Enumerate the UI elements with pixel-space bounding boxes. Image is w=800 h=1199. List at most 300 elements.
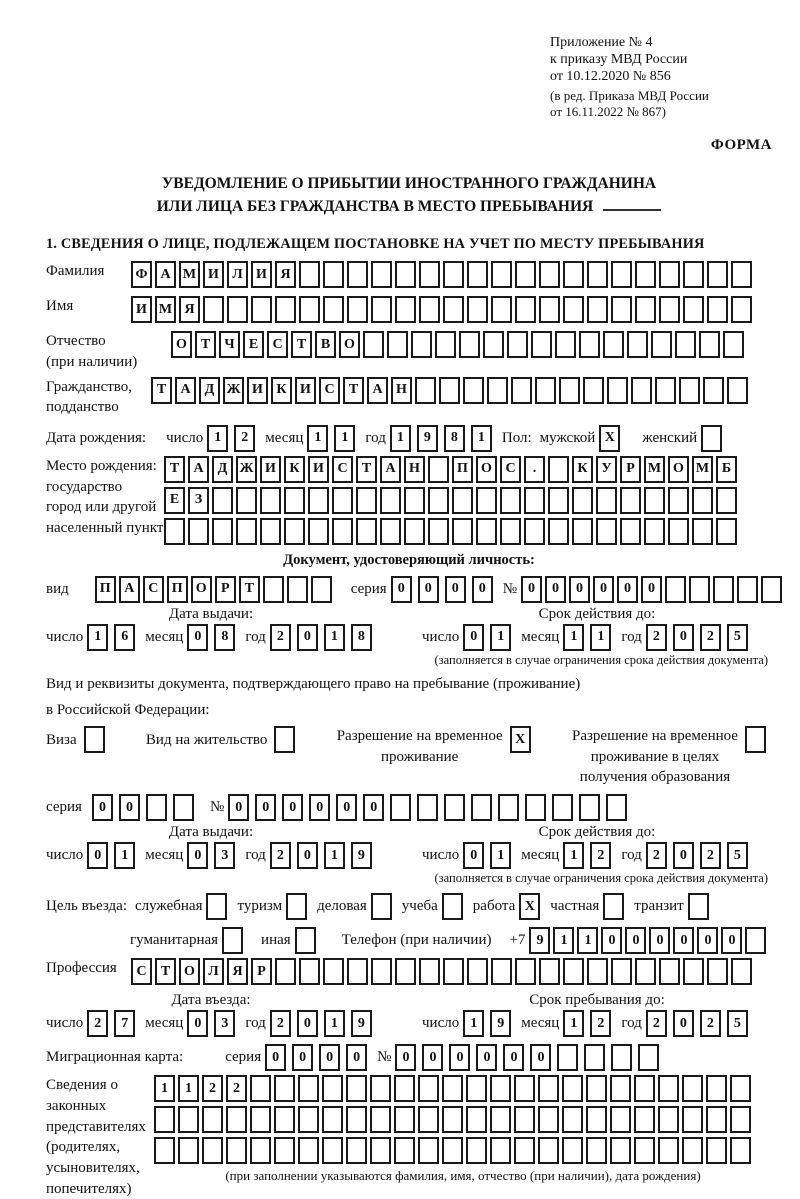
- birth-place-cell[interactable]: [164, 518, 185, 545]
- stay-until-cell[interactable]: 0: [673, 1010, 694, 1037]
- surname-cell[interactable]: [323, 261, 344, 288]
- permit-series-cell[interactable]: [173, 794, 194, 821]
- patronymic-cell[interactable]: [699, 331, 720, 358]
- phone-cell[interactable]: 1: [553, 927, 574, 954]
- birth-year-cell[interactable]: 1: [390, 425, 411, 452]
- checkbox-gender-female[interactable]: [701, 425, 722, 452]
- birth-place-cell[interactable]: О: [476, 456, 497, 483]
- profession-cell[interactable]: [611, 958, 632, 985]
- checkbox-gender-male[interactable]: X: [599, 425, 620, 452]
- birth-place-cell[interactable]: С: [500, 456, 521, 483]
- stay-until-cell[interactable]: 5: [727, 1010, 748, 1037]
- given-name-cell[interactable]: [443, 296, 464, 323]
- doc-expiry-cell[interactable]: 1: [590, 624, 611, 651]
- birth-place-cell[interactable]: У: [596, 456, 617, 483]
- migration-card-series-cell[interactable]: 0: [292, 1044, 313, 1071]
- entry-date-cell[interactable]: 7: [114, 1010, 135, 1037]
- doc-number-cell[interactable]: [713, 576, 734, 603]
- profession-cell[interactable]: [443, 958, 464, 985]
- patronymic-cell[interactable]: [459, 331, 480, 358]
- legal-representatives-cell[interactable]: [490, 1106, 511, 1133]
- profession-cell[interactable]: [659, 958, 680, 985]
- birth-day-cell[interactable]: 1: [207, 425, 228, 452]
- birth-place-cell[interactable]: К: [572, 456, 593, 483]
- permit-number-cell[interactable]: [552, 794, 573, 821]
- birth-place-cell[interactable]: [284, 518, 305, 545]
- stay-until-cell[interactable]: 1: [463, 1010, 484, 1037]
- patronymic-cell[interactable]: [483, 331, 504, 358]
- legal-representatives-cell[interactable]: [538, 1137, 559, 1164]
- legal-representatives-cell[interactable]: [370, 1106, 391, 1133]
- doc-number-cell[interactable]: 0: [617, 576, 638, 603]
- checkbox-purpose-humanitarian[interactable]: [222, 927, 243, 954]
- given-name-cell[interactable]: [395, 296, 416, 323]
- permit-expiry-cell[interactable]: 1: [563, 842, 584, 869]
- patronymic-cell[interactable]: Т: [291, 331, 312, 358]
- checkbox-purpose-transit[interactable]: [688, 893, 709, 920]
- birth-month-cell[interactable]: 1: [334, 425, 355, 452]
- birth-place-cell[interactable]: [212, 487, 233, 514]
- permit-expiry-cell[interactable]: 2: [700, 842, 721, 869]
- citizenship-cell[interactable]: Ж: [223, 377, 244, 404]
- given-name-cell[interactable]: [539, 296, 560, 323]
- birth-place-cell[interactable]: [332, 487, 353, 514]
- birth-place-cell[interactable]: [428, 456, 449, 483]
- birth-place-cell[interactable]: [236, 518, 257, 545]
- birth-place-cell[interactable]: Н: [404, 456, 425, 483]
- migration-card-number-cell[interactable]: [557, 1044, 578, 1071]
- surname-cell[interactable]: [491, 261, 512, 288]
- permit-issue-cell[interactable]: 3: [214, 842, 235, 869]
- patronymic-cell[interactable]: О: [339, 331, 360, 358]
- legal-representatives-cell[interactable]: [250, 1137, 271, 1164]
- birth-place-cell[interactable]: [548, 456, 569, 483]
- migration-card-series-cell[interactable]: 0: [265, 1044, 286, 1071]
- patronymic-cell[interactable]: [675, 331, 696, 358]
- checkbox-purpose-official[interactable]: [206, 893, 227, 920]
- patronymic-cell[interactable]: [579, 331, 600, 358]
- given-name-cell[interactable]: [659, 296, 680, 323]
- patronymic-cell[interactable]: [555, 331, 576, 358]
- birth-place-cell[interactable]: [716, 518, 737, 545]
- permit-issue-cell[interactable]: 0: [187, 842, 208, 869]
- profession-cell[interactable]: [371, 958, 392, 985]
- surname-cell[interactable]: [731, 261, 752, 288]
- doc-type-cell[interactable]: П: [167, 576, 188, 603]
- patronymic-cell[interactable]: Т: [195, 331, 216, 358]
- given-name-cell[interactable]: [491, 296, 512, 323]
- birth-place-cell[interactable]: [524, 518, 545, 545]
- legal-representatives-cell[interactable]: [154, 1137, 175, 1164]
- birth-place-cell[interactable]: [452, 487, 473, 514]
- patronymic-cell[interactable]: Ч: [219, 331, 240, 358]
- doc-issue-cell[interactable]: 1: [324, 624, 345, 651]
- doc-expiry-cell[interactable]: 1: [490, 624, 511, 651]
- given-name-cell[interactable]: Я: [179, 296, 200, 323]
- permit-expiry-cell[interactable]: 2: [590, 842, 611, 869]
- doc-issue-cell[interactable]: 2: [270, 624, 291, 651]
- patronymic-cell[interactable]: [627, 331, 648, 358]
- permit-number-cell[interactable]: [390, 794, 411, 821]
- doc-issue-cell[interactable]: 6: [114, 624, 135, 651]
- birth-place-cell[interactable]: [428, 487, 449, 514]
- patronymic-cell[interactable]: О: [171, 331, 192, 358]
- given-name-cell[interactable]: [419, 296, 440, 323]
- phone-cell[interactable]: 0: [721, 927, 742, 954]
- legal-representatives-cell[interactable]: [562, 1106, 583, 1133]
- phone-cell[interactable]: [745, 927, 766, 954]
- birth-place-cell[interactable]: [692, 487, 713, 514]
- birth-place-cell[interactable]: Р: [620, 456, 641, 483]
- legal-representatives-cell[interactable]: [442, 1106, 463, 1133]
- legal-representatives-cell[interactable]: [586, 1075, 607, 1102]
- legal-representatives-cell[interactable]: [370, 1137, 391, 1164]
- patronymic-cell[interactable]: [411, 331, 432, 358]
- legal-representatives-cell[interactable]: [178, 1137, 199, 1164]
- doc-number-cell[interactable]: [689, 576, 710, 603]
- birth-place-cell[interactable]: [404, 518, 425, 545]
- legal-representatives-cell[interactable]: [466, 1137, 487, 1164]
- permit-expiry-cell[interactable]: 0: [463, 842, 484, 869]
- birth-place-cell[interactable]: Ж: [236, 456, 257, 483]
- birth-place-cell[interactable]: [236, 487, 257, 514]
- citizenship-cell[interactable]: [655, 377, 676, 404]
- patronymic-cell[interactable]: [531, 331, 552, 358]
- birth-year-cell[interactable]: 9: [417, 425, 438, 452]
- legal-representatives-cell[interactable]: [346, 1075, 367, 1102]
- given-name-cell[interactable]: [563, 296, 584, 323]
- citizenship-cell[interactable]: С: [319, 377, 340, 404]
- profession-cell[interactable]: Т: [155, 958, 176, 985]
- legal-representatives-cell[interactable]: [154, 1106, 175, 1133]
- legal-representatives-cell[interactable]: [538, 1075, 559, 1102]
- legal-representatives-cell[interactable]: [274, 1075, 295, 1102]
- birth-place-cell[interactable]: [380, 487, 401, 514]
- legal-representatives-cell[interactable]: [442, 1137, 463, 1164]
- surname-cell[interactable]: И: [251, 261, 272, 288]
- birth-place-cell[interactable]: П: [452, 456, 473, 483]
- doc-type-cell[interactable]: [311, 576, 332, 603]
- permit-issue-cell[interactable]: 0: [87, 842, 108, 869]
- profession-cell[interactable]: Л: [203, 958, 224, 985]
- birth-place-cell[interactable]: О: [668, 456, 689, 483]
- given-name-cell[interactable]: [203, 296, 224, 323]
- birth-place-cell[interactable]: [260, 487, 281, 514]
- doc-issue-cell[interactable]: 0: [187, 624, 208, 651]
- birth-place-cell[interactable]: С: [332, 456, 353, 483]
- legal-representatives-cell[interactable]: [682, 1106, 703, 1133]
- legal-representatives-cell[interactable]: [658, 1075, 679, 1102]
- surname-cell[interactable]: [299, 261, 320, 288]
- legal-representatives-cell[interactable]: [250, 1106, 271, 1133]
- legal-representatives-cell[interactable]: [346, 1106, 367, 1133]
- legal-representatives-cell[interactable]: [442, 1075, 463, 1102]
- birth-place-cell[interactable]: И: [260, 456, 281, 483]
- surname-cell[interactable]: Ф: [131, 261, 152, 288]
- migration-card-number-cell[interactable]: 0: [503, 1044, 524, 1071]
- legal-representatives-cell[interactable]: 1: [154, 1075, 175, 1102]
- stay-until-cell[interactable]: 1: [563, 1010, 584, 1037]
- citizenship-cell[interactable]: [703, 377, 724, 404]
- doc-type-cell[interactable]: П: [95, 576, 116, 603]
- checkbox-purpose-tourism[interactable]: [286, 893, 307, 920]
- permit-issue-cell[interactable]: 9: [351, 842, 372, 869]
- migration-card-number-cell[interactable]: 0: [530, 1044, 551, 1071]
- given-name-cell[interactable]: [611, 296, 632, 323]
- given-name-cell[interactable]: [251, 296, 272, 323]
- doc-type-cell[interactable]: А: [119, 576, 140, 603]
- birth-place-cell[interactable]: [548, 518, 569, 545]
- legal-representatives-cell[interactable]: [514, 1106, 535, 1133]
- permit-number-cell[interactable]: [498, 794, 519, 821]
- legal-representatives-cell[interactable]: [226, 1137, 247, 1164]
- doc-issue-cell[interactable]: 1: [87, 624, 108, 651]
- citizenship-cell[interactable]: [439, 377, 460, 404]
- checkbox-visa[interactable]: [84, 726, 105, 753]
- birth-place-cell[interactable]: [332, 518, 353, 545]
- birth-month-cell[interactable]: 1: [307, 425, 328, 452]
- given-name-cell[interactable]: [707, 296, 728, 323]
- doc-type-cell[interactable]: [263, 576, 284, 603]
- birth-place-cell[interactable]: А: [188, 456, 209, 483]
- doc-number-cell[interactable]: [761, 576, 782, 603]
- doc-number-cell[interactable]: 0: [641, 576, 662, 603]
- citizenship-cell[interactable]: Т: [343, 377, 364, 404]
- legal-representatives-cell[interactable]: 2: [202, 1075, 223, 1102]
- legal-representatives-cell[interactable]: [658, 1137, 679, 1164]
- birth-place-cell[interactable]: Т: [164, 456, 185, 483]
- migration-card-number-cell[interactable]: [584, 1044, 605, 1071]
- given-name-cell[interactable]: [323, 296, 344, 323]
- legal-representatives-cell[interactable]: [586, 1106, 607, 1133]
- legal-representatives-cell[interactable]: [274, 1106, 295, 1133]
- legal-representatives-cell[interactable]: [274, 1137, 295, 1164]
- doc-type-cell[interactable]: Р: [215, 576, 236, 603]
- profession-cell[interactable]: [491, 958, 512, 985]
- doc-number-cell[interactable]: 0: [569, 576, 590, 603]
- entry-date-cell[interactable]: 2: [87, 1010, 108, 1037]
- legal-representatives-cell[interactable]: [610, 1137, 631, 1164]
- doc-expiry-cell[interactable]: 5: [727, 624, 748, 651]
- birth-place-cell[interactable]: К: [284, 456, 305, 483]
- given-name-cell[interactable]: [515, 296, 536, 323]
- migration-card-number-cell[interactable]: 0: [422, 1044, 443, 1071]
- permit-number-cell[interactable]: [471, 794, 492, 821]
- legal-representatives-cell[interactable]: [634, 1106, 655, 1133]
- citizenship-cell[interactable]: Н: [391, 377, 412, 404]
- permit-number-cell[interactable]: [525, 794, 546, 821]
- surname-cell[interactable]: [539, 261, 560, 288]
- profession-cell[interactable]: [467, 958, 488, 985]
- permit-issue-cell[interactable]: 1: [324, 842, 345, 869]
- legal-representatives-cell[interactable]: [730, 1075, 751, 1102]
- legal-representatives-cell[interactable]: [322, 1106, 343, 1133]
- permit-series-cell[interactable]: 0: [119, 794, 140, 821]
- doc-issue-cell[interactable]: 0: [297, 624, 318, 651]
- birth-place-cell[interactable]: И: [308, 456, 329, 483]
- surname-cell[interactable]: Я: [275, 261, 296, 288]
- profession-cell[interactable]: [515, 958, 536, 985]
- patronymic-cell[interactable]: [723, 331, 744, 358]
- surname-cell[interactable]: [659, 261, 680, 288]
- birth-place-cell[interactable]: [524, 487, 545, 514]
- birth-place-cell[interactable]: [356, 518, 377, 545]
- migration-card-series-cell[interactable]: 0: [346, 1044, 367, 1071]
- citizenship-cell[interactable]: Т: [151, 377, 172, 404]
- permit-number-cell[interactable]: 0: [255, 794, 276, 821]
- surname-cell[interactable]: [683, 261, 704, 288]
- profession-cell[interactable]: [395, 958, 416, 985]
- birth-place-cell[interactable]: [620, 518, 641, 545]
- legal-representatives-cell[interactable]: [178, 1106, 199, 1133]
- legal-representatives-cell[interactable]: [322, 1075, 343, 1102]
- birth-place-cell[interactable]: .: [524, 456, 545, 483]
- patronymic-cell[interactable]: [363, 331, 384, 358]
- legal-representatives-cell[interactable]: [610, 1075, 631, 1102]
- doc-series-cell[interactable]: 0: [418, 576, 439, 603]
- birth-place-cell[interactable]: [716, 487, 737, 514]
- profession-cell[interactable]: О: [179, 958, 200, 985]
- citizenship-cell[interactable]: Д: [199, 377, 220, 404]
- doc-series-cell[interactable]: 0: [472, 576, 493, 603]
- birth-place-cell[interactable]: [260, 518, 281, 545]
- legal-representatives-cell[interactable]: [226, 1106, 247, 1133]
- patronymic-cell[interactable]: [651, 331, 672, 358]
- entry-date-cell[interactable]: 2: [270, 1010, 291, 1037]
- stay-until-cell[interactable]: 2: [700, 1010, 721, 1037]
- legal-representatives-cell[interactable]: [658, 1106, 679, 1133]
- citizenship-cell[interactable]: А: [175, 377, 196, 404]
- stay-until-cell[interactable]: 9: [490, 1010, 511, 1037]
- legal-representatives-cell[interactable]: [514, 1137, 535, 1164]
- citizenship-cell[interactable]: [631, 377, 652, 404]
- entry-date-cell[interactable]: 0: [297, 1010, 318, 1037]
- permit-expiry-cell[interactable]: 2: [646, 842, 667, 869]
- legal-representatives-cell[interactable]: [706, 1106, 727, 1133]
- permit-number-cell[interactable]: [417, 794, 438, 821]
- profession-cell[interactable]: [419, 958, 440, 985]
- birth-place-cell[interactable]: [668, 487, 689, 514]
- legal-representatives-cell[interactable]: [394, 1106, 415, 1133]
- legal-representatives-cell[interactable]: [514, 1075, 535, 1102]
- profession-cell[interactable]: [275, 958, 296, 985]
- birth-place-cell[interactable]: [212, 518, 233, 545]
- legal-representatives-cell[interactable]: [298, 1106, 319, 1133]
- permit-number-cell[interactable]: 0: [336, 794, 357, 821]
- citizenship-cell[interactable]: [607, 377, 628, 404]
- legal-representatives-cell[interactable]: [586, 1137, 607, 1164]
- given-name-cell[interactable]: [299, 296, 320, 323]
- given-name-cell[interactable]: [683, 296, 704, 323]
- citizenship-cell[interactable]: [487, 377, 508, 404]
- stay-until-cell[interactable]: 2: [590, 1010, 611, 1037]
- given-name-cell[interactable]: [227, 296, 248, 323]
- birth-place-cell[interactable]: З: [188, 487, 209, 514]
- birth-place-cell[interactable]: Д: [212, 456, 233, 483]
- doc-series-cell[interactable]: 0: [391, 576, 412, 603]
- doc-number-cell[interactable]: [737, 576, 758, 603]
- birth-place-cell[interactable]: [620, 487, 641, 514]
- citizenship-cell[interactable]: [415, 377, 436, 404]
- patronymic-cell[interactable]: [603, 331, 624, 358]
- legal-representatives-cell[interactable]: [298, 1137, 319, 1164]
- citizenship-cell[interactable]: А: [367, 377, 388, 404]
- stay-until-cell[interactable]: 2: [646, 1010, 667, 1037]
- given-name-cell[interactable]: М: [155, 296, 176, 323]
- patronymic-cell[interactable]: [507, 331, 528, 358]
- doc-type-cell[interactable]: [287, 576, 308, 603]
- migration-card-series-cell[interactable]: 0: [319, 1044, 340, 1071]
- permit-expiry-cell[interactable]: 1: [490, 842, 511, 869]
- legal-representatives-cell[interactable]: [490, 1075, 511, 1102]
- profession-cell[interactable]: [539, 958, 560, 985]
- birth-place-cell[interactable]: [380, 518, 401, 545]
- surname-cell[interactable]: [635, 261, 656, 288]
- birth-day-cell[interactable]: 2: [234, 425, 255, 452]
- profession-cell[interactable]: [347, 958, 368, 985]
- entry-date-cell[interactable]: 9: [351, 1010, 372, 1037]
- legal-representatives-cell[interactable]: [562, 1075, 583, 1102]
- legal-representatives-cell[interactable]: [706, 1137, 727, 1164]
- checkbox-purpose-business[interactable]: [371, 893, 392, 920]
- legal-representatives-cell[interactable]: [250, 1075, 271, 1102]
- doc-expiry-cell[interactable]: 2: [646, 624, 667, 651]
- doc-series-cell[interactable]: 0: [445, 576, 466, 603]
- profession-cell[interactable]: С: [131, 958, 152, 985]
- entry-date-cell[interactable]: 1: [324, 1010, 345, 1037]
- legal-representatives-cell[interactable]: [418, 1075, 439, 1102]
- profession-cell[interactable]: [707, 958, 728, 985]
- patronymic-cell[interactable]: [435, 331, 456, 358]
- given-name-cell[interactable]: [347, 296, 368, 323]
- doc-number-cell[interactable]: 0: [521, 576, 542, 603]
- checkbox-purpose-study[interactable]: [442, 893, 463, 920]
- surname-cell[interactable]: [707, 261, 728, 288]
- citizenship-cell[interactable]: [679, 377, 700, 404]
- legal-representatives-cell[interactable]: [538, 1106, 559, 1133]
- legal-representatives-cell[interactable]: [466, 1106, 487, 1133]
- legal-representatives-cell[interactable]: [202, 1137, 223, 1164]
- legal-representatives-cell[interactable]: [202, 1106, 223, 1133]
- legal-representatives-cell[interactable]: [730, 1106, 751, 1133]
- birth-place-cell[interactable]: [452, 518, 473, 545]
- surname-cell[interactable]: Л: [227, 261, 248, 288]
- profession-cell[interactable]: [563, 958, 584, 985]
- phone-cell[interactable]: 0: [625, 927, 646, 954]
- legal-representatives-cell[interactable]: [490, 1137, 511, 1164]
- permit-number-cell[interactable]: [579, 794, 600, 821]
- birth-place-cell[interactable]: [284, 487, 305, 514]
- citizenship-cell[interactable]: [583, 377, 604, 404]
- permit-number-cell[interactable]: 0: [282, 794, 303, 821]
- birth-place-cell[interactable]: [476, 487, 497, 514]
- given-name-cell[interactable]: [467, 296, 488, 323]
- surname-cell[interactable]: И: [203, 261, 224, 288]
- legal-representatives-cell[interactable]: [346, 1137, 367, 1164]
- doc-expiry-cell[interactable]: 0: [463, 624, 484, 651]
- legal-representatives-cell[interactable]: [634, 1137, 655, 1164]
- birth-place-cell[interactable]: [476, 518, 497, 545]
- doc-type-cell[interactable]: С: [143, 576, 164, 603]
- surname-cell[interactable]: [563, 261, 584, 288]
- legal-representatives-cell[interactable]: [322, 1137, 343, 1164]
- citizenship-cell[interactable]: [535, 377, 556, 404]
- profession-cell[interactable]: [731, 958, 752, 985]
- phone-cell[interactable]: 0: [601, 927, 622, 954]
- entry-date-cell[interactable]: 0: [187, 1010, 208, 1037]
- birth-place-cell[interactable]: М: [644, 456, 665, 483]
- checkbox-temp-residence-permit[interactable]: X: [510, 726, 531, 753]
